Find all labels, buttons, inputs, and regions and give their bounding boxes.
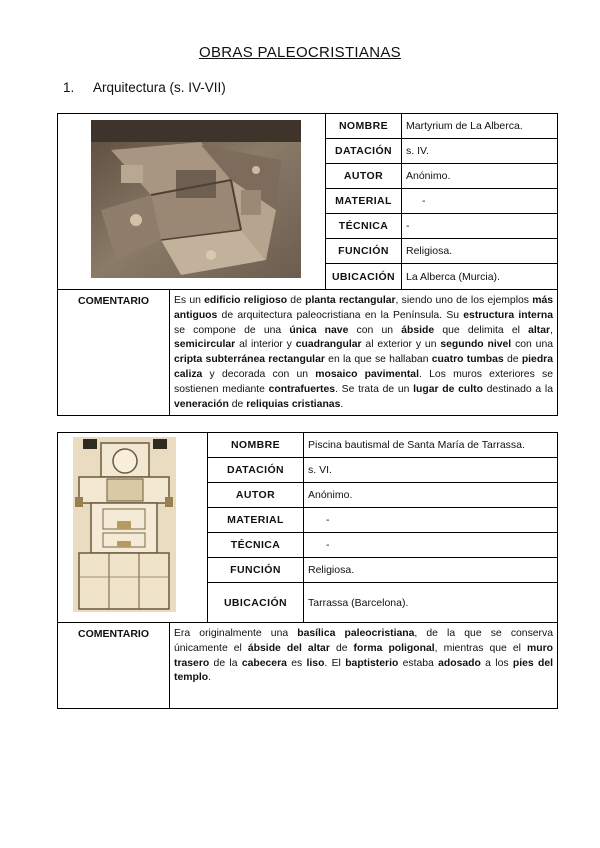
text-run: que delimita el — [434, 324, 529, 336]
bold-term: ábside del altar — [247, 642, 330, 654]
bold-term: edificio religioso — [204, 295, 288, 306]
text-run: de — [503, 354, 522, 366]
label-material: MATERIAL — [208, 508, 304, 533]
label-autor: AUTOR — [208, 483, 304, 508]
bold-term: más antiguos — [174, 295, 554, 321]
bold-term: reliquias cristianas — [246, 398, 341, 410]
text-run: y decorada con un — [202, 368, 316, 380]
text-run: Era originalmente una — [174, 628, 298, 639]
value-ubicacion: Tarrassa (Barcelona). — [304, 583, 557, 623]
text-run: de — [228, 398, 247, 410]
bold-term: contrafuertes — [268, 383, 336, 395]
bold-term: altar — [528, 324, 551, 336]
section-title: Arquitectura (s. IV-VII) — [93, 80, 226, 95]
text-run: . El — [324, 657, 346, 669]
text-run: , — [550, 324, 553, 336]
text-run: al interior y — [235, 339, 296, 351]
value-funcion: Religiosa. — [304, 558, 557, 583]
text-run: Es un — [174, 295, 205, 306]
bold-term: basílica paleocristiana — [297, 628, 415, 639]
label-nombre: NOMBRE — [326, 114, 402, 139]
label-comentario: COMENTARIO — [58, 623, 170, 708]
label-funcion: FUNCIÓN — [326, 239, 402, 264]
text-run: a los — [480, 657, 513, 669]
bold-term: mosaico pavimental — [315, 368, 419, 380]
value-tecnica: - — [304, 533, 557, 558]
comment-text — [170, 290, 557, 412]
bold-term: cuadrangular — [295, 339, 362, 351]
bold-term: adosado — [438, 657, 481, 669]
value-funcion: Religiosa. — [402, 239, 557, 264]
text-run: de arquitectura paleocristiana en la Península. Su — [217, 309, 464, 321]
text-run: de — [329, 642, 354, 654]
section-number: 1. — [63, 80, 75, 95]
value-datacion: s. VI. — [304, 458, 557, 483]
text-run: . — [208, 672, 211, 684]
bold-term: cuatro tumbas — [431, 354, 504, 366]
value-material: - — [402, 189, 557, 214]
bold-term: piedra caliza — [174, 354, 553, 380]
label-comentario: COMENTARIO — [58, 290, 170, 415]
value-autor: Anónimo. — [402, 164, 557, 189]
text-run: estaba — [398, 657, 439, 669]
label-tecnica: TÉCNICA — [208, 533, 304, 558]
text-run: con una — [511, 339, 554, 351]
work-card-martyrium — [57, 113, 558, 416]
value-nombre: Piscina bautismal de Santa María de Tarrassa. — [304, 433, 557, 458]
text-run: en la que se hallaban — [324, 354, 432, 366]
image-cell — [58, 114, 326, 290]
text-run: es — [286, 657, 307, 669]
text-run: de — [287, 295, 306, 306]
bold-term: forma poligonal — [353, 642, 435, 654]
bold-term: ábside — [401, 324, 435, 336]
bold-term: única nave — [289, 324, 349, 336]
bold-term: lugar de culto — [413, 383, 483, 395]
image-cell — [58, 433, 208, 623]
bold-term: pies del templo — [174, 657, 553, 684]
label-datacion: DATACIÓN — [326, 139, 402, 164]
text-run: , siendo uno de los ejemplos — [395, 295, 533, 306]
label-nombre: NOMBRE — [208, 433, 304, 458]
value-autor: Anónimo. — [304, 483, 557, 508]
bold-term: segundo nivel — [440, 339, 512, 351]
bold-term: veneración — [174, 398, 229, 410]
text-run: al exterior y un — [361, 339, 441, 351]
archaeological-site-photo — [91, 120, 301, 278]
text-run: . — [340, 398, 344, 410]
text-run: se compone de una — [174, 324, 290, 336]
label-ubicacion: UBICACIÓN — [326, 264, 402, 290]
section-heading — [63, 80, 226, 95]
label-funcion: FUNCIÓN — [208, 558, 304, 583]
label-ubicacion: UBICACIÓN — [208, 583, 304, 623]
bold-term: cripta subterránea rectangular — [174, 354, 325, 366]
value-material: - — [304, 508, 557, 533]
label-tecnica: TÉCNICA — [326, 214, 402, 239]
value-tecnica: - — [402, 214, 557, 239]
bold-term: planta rectangular — [305, 295, 396, 306]
bold-term: baptisterio — [345, 657, 399, 669]
bold-term: estructura interna — [463, 309, 553, 321]
bold-term: semicircular — [174, 339, 236, 351]
bold-term: muro trasero — [174, 642, 553, 669]
text-run: . Se trata de un — [335, 383, 414, 395]
label-autor: AUTOR — [326, 164, 402, 189]
bold-term: liso — [306, 657, 325, 669]
work-card-tarrassa — [57, 432, 558, 709]
text-run: de la — [209, 657, 242, 669]
label-datacion: DATACIÓN — [208, 458, 304, 483]
text-run: , de la que se conserva únicamente el — [174, 628, 553, 654]
value-ubicacion: La Alberca (Murcia). — [402, 264, 557, 290]
bold-term: cabecera — [241, 657, 287, 669]
value-nombre: Martyrium de La Alberca. — [402, 114, 557, 139]
text-run: destinado a la — [482, 383, 553, 395]
label-material: MATERIAL — [326, 189, 402, 214]
comment-text — [170, 623, 557, 686]
text-run: con un — [348, 324, 402, 336]
text-run: . Los muros exteriores se sostienen mediante — [174, 368, 553, 395]
text-run: , mientras que el — [434, 642, 527, 654]
value-datacion: s. IV. — [402, 139, 557, 164]
document-title: OBRAS PALEOCRISTIANAS — [199, 44, 401, 61]
floor-plan-drawing — [73, 437, 176, 612]
